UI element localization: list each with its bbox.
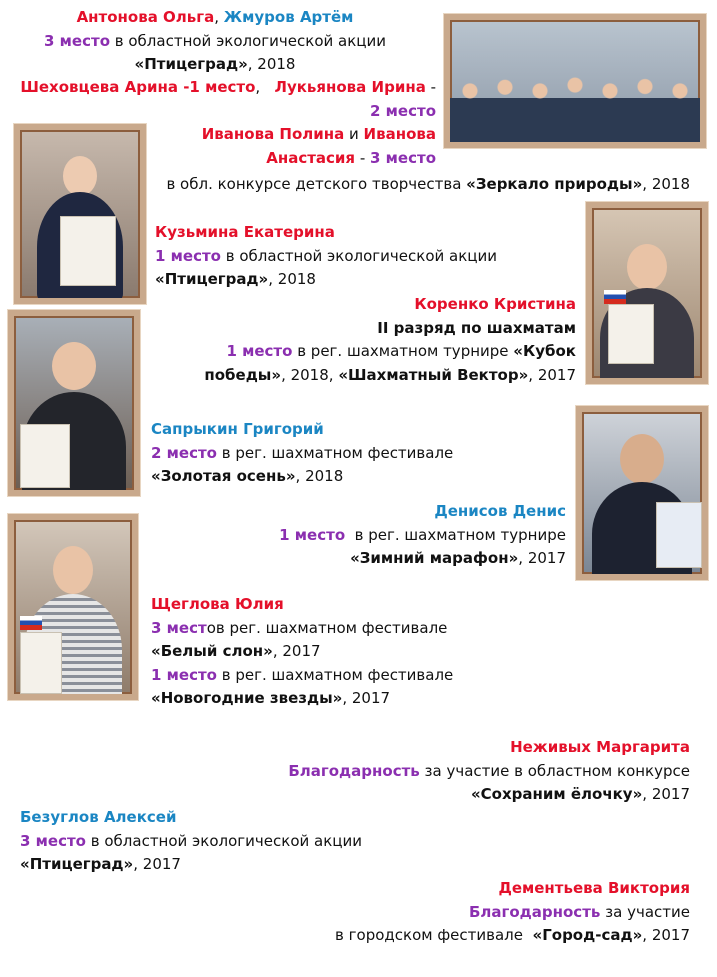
event-title: «Птицеград» (134, 55, 248, 73)
student-name: Иванова Полина (201, 125, 345, 143)
event-title: «Новогодние звезды» (151, 689, 343, 707)
certificate (656, 502, 702, 568)
award-line (151, 617, 571, 641)
flag (20, 616, 42, 630)
event-title: «Белый слон» (151, 642, 273, 660)
student-name: Коренко Кристина (414, 295, 576, 313)
student-name: Денисов Денис (434, 502, 566, 520)
event-title: победы» (204, 365, 282, 384)
separator: , (214, 8, 224, 26)
head (52, 342, 96, 390)
event-line (0, 53, 430, 77)
event-title: «Сохраним ёлочку» (470, 785, 643, 803)
event-title: «Зимний марафон» (350, 549, 519, 567)
award-line (20, 830, 440, 854)
certificate (60, 216, 116, 286)
event-title: «Птицеград» (155, 270, 269, 288)
event-title: «Птицеград» (20, 855, 134, 873)
award-text: в областной экологической акции (110, 31, 386, 50)
place-label: 3 место (370, 148, 436, 167)
names-line (0, 76, 436, 100)
event-year: , 2017 (342, 689, 391, 707)
award-label: Благодарность (468, 902, 601, 921)
head (53, 546, 93, 594)
award-text: в рег. шахматном фестивале (216, 443, 454, 462)
dash: - (355, 148, 371, 167)
award-text: за участие (600, 902, 690, 921)
place-label: 1 место (151, 665, 217, 684)
event-year: , 2018 (642, 175, 690, 193)
section-antonova (0, 6, 430, 77)
section-bezuglov (20, 806, 440, 877)
photo-saprykin (8, 310, 140, 496)
section-nezhivykh (0, 736, 690, 807)
award-label: Благодарность (288, 761, 420, 780)
place-line (0, 100, 436, 124)
event-line (155, 268, 575, 292)
separator: , (255, 78, 275, 96)
event-line (151, 687, 571, 711)
award-line (0, 760, 690, 784)
event-title: «Кубок (513, 342, 576, 360)
place-label: 3 место (20, 831, 86, 850)
photo-denisov (576, 406, 708, 580)
award-text: в городском фестивале (335, 926, 533, 944)
place-label: -1 место (177, 78, 256, 96)
place-label: 1 место (226, 342, 293, 360)
section-kuzmina (155, 221, 575, 292)
event-year: , 2017 (518, 549, 566, 567)
certificate (20, 632, 62, 694)
photo-kuzmina (14, 124, 146, 304)
award-text: в обл. конкурсе детского творчества (166, 175, 467, 193)
event-year: , 2017 (642, 785, 690, 803)
group-figures (450, 69, 700, 142)
award-text: в рег. шахматном фестивале (216, 665, 454, 684)
award-text: в областной экологической акции (85, 831, 362, 850)
dash: - (425, 78, 436, 96)
section-dementieva (0, 877, 690, 948)
conjunction: и (344, 125, 364, 143)
award-text: за участие в областном конкурсе (419, 761, 690, 780)
event-title: «Город-сад» (532, 926, 643, 944)
student-name: Лукьянова Ирина (274, 78, 426, 96)
head (63, 156, 97, 196)
event-year: , 2018 (247, 55, 296, 73)
award-text: в рег. шахматном турнире (292, 342, 514, 360)
photo-shcheglova (8, 514, 138, 700)
group-photo (444, 14, 706, 148)
event-title: «Зеркало природы» (466, 175, 643, 193)
event-line (151, 640, 571, 664)
student-name: Щеглова Юлия (151, 595, 284, 613)
event-year: , 2018 (268, 270, 316, 288)
certificate (608, 304, 654, 364)
event-title: «Шахматный Вектор» (338, 365, 529, 384)
place-label: 2 место (370, 101, 436, 120)
photo-korenko (586, 202, 708, 384)
event-year: , 2017 (642, 926, 690, 944)
chess-rank: II разряд по шахматам (377, 318, 576, 337)
certificate (20, 424, 70, 488)
award-line (151, 664, 571, 688)
award-text: в областной экологической акции (220, 246, 497, 265)
student-name: Безуглов Алексей (20, 808, 177, 826)
event-line (151, 465, 561, 489)
student-name: Анастасия (266, 148, 356, 167)
award-line (155, 245, 575, 269)
event-title: «Золотая осень» (151, 467, 296, 485)
event-line (0, 783, 690, 807)
event-year: , 2017 (133, 855, 181, 873)
section-saprykin (151, 418, 561, 489)
student-name: Дементьева Виктория (498, 879, 690, 897)
place-label: 1 место (279, 525, 346, 544)
section-shcheglova (151, 593, 571, 711)
student-name: Кузьмина Екатерина (155, 223, 335, 241)
award-text: ов рег. шахматном фестивале (206, 618, 448, 637)
student-name: Шеховцева Арина (20, 78, 178, 96)
student-name: Антонова Ольга (76, 8, 215, 26)
head (620, 434, 664, 484)
event-line (0, 924, 690, 948)
award-line (0, 30, 430, 54)
place-label: 3 место (44, 31, 110, 50)
event-line (20, 853, 440, 877)
place-label: 1 место (155, 246, 221, 265)
student-name: Сапрыкин Григорий (151, 420, 324, 438)
place-label: 3 мест (151, 618, 207, 637)
event-year: , 2017 (272, 642, 321, 660)
student-name: Неживых Маргарита (510, 738, 690, 756)
event-year: , 2018, (281, 365, 339, 384)
event-year: , 2018 (295, 467, 344, 485)
place-label: 2 место (151, 443, 217, 462)
event-year: , 2017 (528, 365, 576, 384)
award-line (0, 901, 690, 925)
student-name: Жмуров Артём (223, 8, 354, 26)
student-name: Иванова (363, 125, 436, 143)
award-text: в рег. шахматном турнире (345, 525, 566, 544)
names-line (0, 6, 430, 30)
flag (604, 290, 626, 304)
head (627, 244, 667, 290)
award-line (151, 442, 561, 466)
